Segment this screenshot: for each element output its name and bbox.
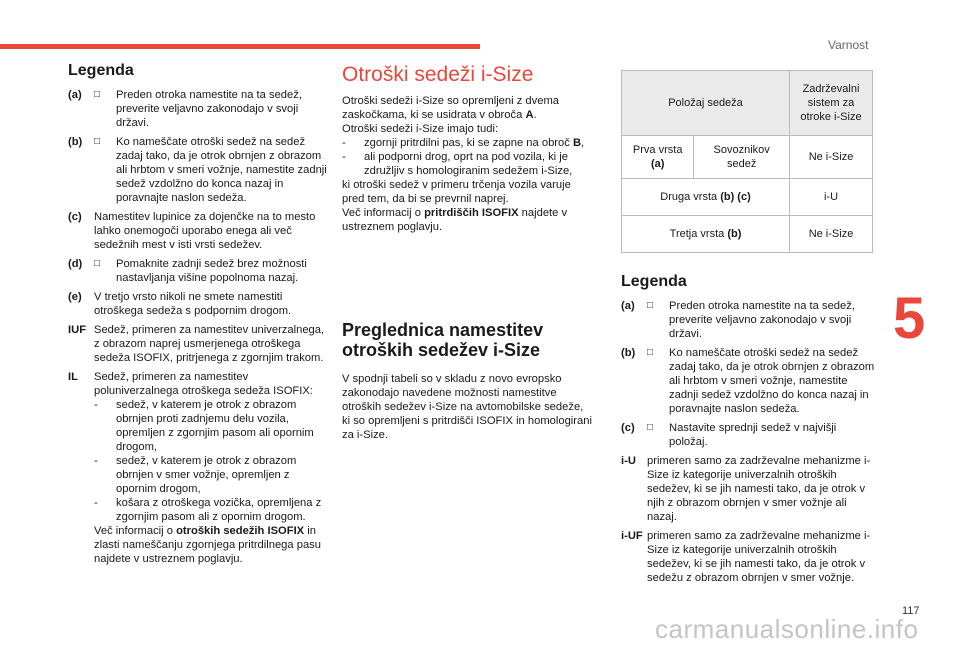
isize-paragraph: Otroški sedeži i-Size so opremljeni z dvema zaskočkama, ki se usidrata v obroča A. <box>342 95 559 121</box>
table-row <box>622 216 873 253</box>
legend-entry-b <box>68 135 330 205</box>
legend-entry-c <box>621 421 877 449</box>
legend-key: i-U <box>621 455 636 467</box>
legend-entry-iu <box>621 454 877 524</box>
table-intro-paragraph: V spodnji tabeli so v skladu z novo evropsko zakonodajo navedene možnosti namestitve otroških sedežev i-Size na avtomobilske sedeže, ki so opremljeni s pritrdišči ISOFIX in homologirani za i-Size. <box>342 373 592 441</box>
isize-paragraph: ki otroški sedež v primeru trčenja vozila varuje pred tem, da bi se prevrnil naprej. <box>342 179 571 205</box>
table-cell: Sovoznikov sedež <box>694 136 790 179</box>
table-row <box>622 136 873 179</box>
isize-paragraph: Več informacij o pritrdiščih ISOFIX najdete v ustreznem poglavju. <box>342 207 568 233</box>
legend-entry-il <box>68 370 330 566</box>
legend-entry-d <box>68 257 330 285</box>
legend-column-left <box>68 64 330 571</box>
legend-key: (a) <box>621 300 635 312</box>
legend-text-block <box>94 370 330 566</box>
legend-text: Preden otroka namestite na ta sedež, preverite veljavno zakonodajo v svoji državi. <box>116 89 302 129</box>
legend-text: Nastavite sprednji sedež v najvišji položaj. <box>669 422 837 448</box>
legend-key: IL <box>68 371 78 383</box>
isize-column <box>342 64 592 442</box>
legend-text: Pomaknite zadnji sedež brez možnosti nastavljanja višine popolnoma nazaj. <box>116 258 307 284</box>
legend-column-right <box>621 275 877 585</box>
legend-entry-iuf <box>68 323 330 365</box>
table-cell: Prva vrsta (a) <box>622 136 694 179</box>
legend-entry-a <box>621 299 877 341</box>
legend-text: Preden otroka namestite na ta sedež, preverite veljavno zakonodajo v svoji državi. <box>669 300 855 340</box>
page-number: 117 <box>902 605 920 617</box>
legend-text: Ko nameščate otroški sedež na sedež zadaj tako, da je otrok obrnjen z obrazom ali hrbtom v smeri vožnje, namestite zadnji sedež vzdolžno do konca nazaj in poravnajte naslon sedeža. <box>116 136 327 204</box>
table-header-row <box>622 71 873 136</box>
legend-key: (d) <box>68 258 83 270</box>
chapter-number: 5 <box>893 286 926 351</box>
section-title: Varnost <box>828 38 869 52</box>
info-text: Več informacij o <box>94 525 177 537</box>
isize-list-item: - zgornji pritrdilni pas, ki se zapne na obroč B, <box>342 137 585 149</box>
box-bullet-icon: □ <box>94 258 101 269</box>
box-bullet-icon: □ <box>647 347 654 358</box>
box-bullet-icon: □ <box>647 300 654 311</box>
box-bullet-icon: □ <box>94 136 101 147</box>
isize-title: Otroški sedeži i-Size <box>342 63 534 86</box>
legend-key: (a) <box>68 89 82 101</box>
legend-text: Sedež, primeren za namestitev univerzalnega, z obrazom naprej usmerjenega otroškega sedeža ISOFIX, pritrjenega z zgornjim trakom. <box>94 324 325 364</box>
legend-text: Sedež, primeren za namestitev poluniverzalnega otroškega sedeža ISOFIX: <box>94 371 313 397</box>
legend-text: V tretjo vrsto nikoli ne smete namestiti otroškega sedeža s podpornim drogom. <box>94 291 292 317</box>
legend-key: i-UF <box>621 530 643 542</box>
table-cell: Ne i-Size <box>790 136 873 179</box>
legend-text: Namestitev lupinice za dojenčke na to mesto lahko onemogoči uporabo enega ali več sedežnih mest v isti vrsti sedežev. <box>94 211 316 251</box>
sub-list-item: - košara z otroškega vozička, opremljena z zgornjim pasom ali z opornim drogom. <box>94 497 322 523</box>
legend-key: (c) <box>68 211 82 223</box>
table-cell: Ne i-Size <box>790 216 873 253</box>
table-cell: i-U <box>790 179 873 216</box>
table-cell: Druga vrsta (b) (c) <box>622 179 790 216</box>
table-cell: Tretja vrsta (b) <box>622 216 790 253</box>
isize-paragraph: Otroški sedeži i-Size imajo tudi: <box>342 123 499 135</box>
legend-key: (c) <box>621 422 635 434</box>
box-bullet-icon: □ <box>647 422 654 433</box>
legend-entry-iuf <box>621 529 877 585</box>
isize-list-item: - ali podporni drog, oprt na pod vozila, ki je združljiv s homologiranim sedežem i-Size, <box>342 151 573 177</box>
legend-text: primeren samo za zadrževalne mehanizme i-Size iz kategorije univerzalnih otroških sedežev, ki se jih namesti tako, da je otrok v njih z obrazom obrnjen v smer vožnje ali nazaj. <box>647 455 871 523</box>
box-bullet-icon: □ <box>94 89 101 100</box>
legend-title: Legenda <box>68 62 134 79</box>
legend-key: IUF <box>68 324 87 336</box>
legend-text: primeren samo za zadrževalne mehanizme i-Size iz kategorije univerzalnih otroških sedežev, ki se jih namesti tako, da je otrok v sedežu z obrazom obrnjen v smer vožnje. <box>647 530 871 584</box>
info-bold: otroških sedežih ISOFIX <box>176 525 305 537</box>
legend-key: (b) <box>621 347 636 359</box>
legend-entry-e <box>68 290 330 318</box>
legend-entry-b <box>621 346 877 416</box>
table-row <box>622 179 873 216</box>
isize-table <box>621 70 873 253</box>
legend-title: Legenda <box>621 273 687 290</box>
legend-key: (b) <box>68 136 83 148</box>
table-header-cell: Zadrževalni sistem za otroke i-Size <box>790 71 873 136</box>
legend-key: (e) <box>68 291 82 303</box>
watermark: carmanualsonline.info <box>655 614 919 644</box>
header-accent-bar <box>0 44 480 49</box>
table-header-cell: Položaj sedeža <box>622 71 790 136</box>
legend-entry-a <box>68 88 330 130</box>
table-column <box>621 70 877 590</box>
legend-text: Ko nameščate otroški sedež na sedež zadaj tako, da je otrok obrnjen z obrazom ali hrbtom v smeri vožnje, namestite zadnji sedež vzdolžno do konca nazaj in poravnajte naslon sedeža. <box>669 347 875 415</box>
sub-list-item: - sedež, v katerem je otrok z obrazom obrnjen proti zadnjemu delu vozila, opremljen z zgornjim pasom ali opornim drogom, <box>94 399 314 453</box>
sub-list-item: - sedež, v katerem je otrok z obrazom obrnjen v smer vožnje, opremljen z opornim drogom, <box>94 455 297 495</box>
info-text: in zlasti nameščanju zgornjega pritrdilnega pasu najdete v ustreznem poglavju. <box>94 525 321 565</box>
table-section-title: Preglednica namestitev otroških sedežev i-Size <box>342 320 544 360</box>
legend-entry-c <box>68 210 330 252</box>
